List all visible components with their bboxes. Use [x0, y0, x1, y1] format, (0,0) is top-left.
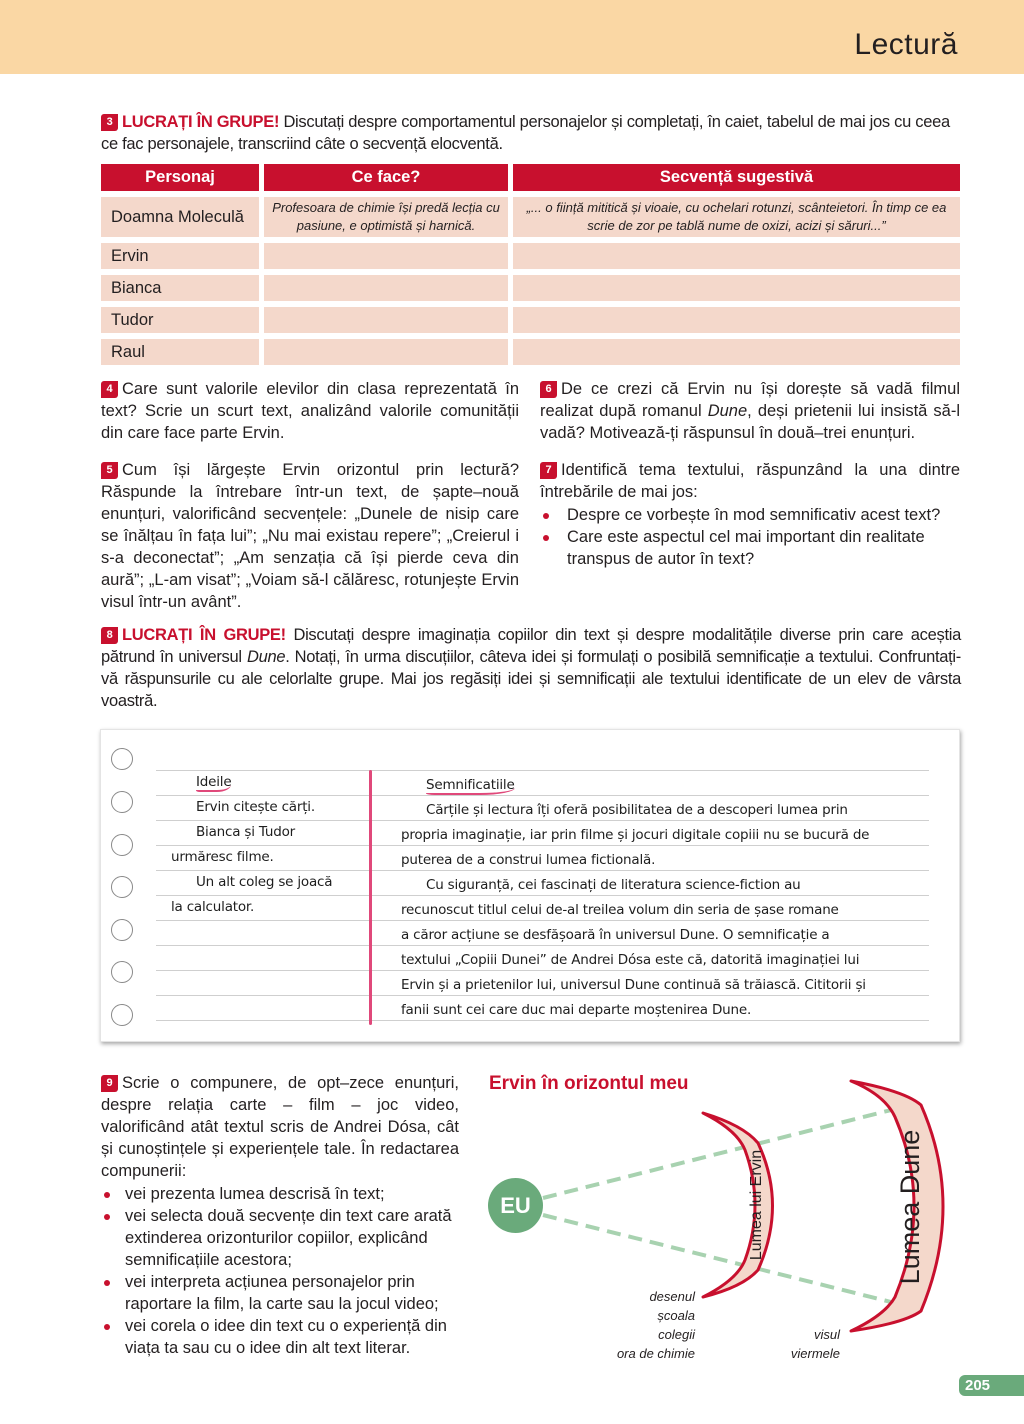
idea-line: la calculator. — [171, 899, 255, 915]
meaning-line: propria imaginație, iar prin filme și jocuri digitale copiii nu se bucură de — [401, 827, 870, 843]
table-row — [101, 307, 960, 333]
bullet-item: vei corela o idee din text cu o experiență din viața ta sau cu o idee din alt text literar. — [101, 1315, 459, 1359]
cell-secventa — [513, 339, 960, 365]
group-work-label: LUCRAȚI ÎN GRUPE! — [122, 626, 286, 644]
inner-items-list — [575, 1287, 695, 1363]
cell-personaj: Doamna Moleculă — [101, 197, 259, 237]
cell-personaj: Ervin — [101, 243, 259, 269]
table-row — [101, 339, 960, 365]
exercise-3-prompt — [101, 111, 961, 155]
meaning-line: Cărțile și lectura îți oferă posibilitatea de a descoperi lumea prin — [426, 802, 848, 818]
meaning-line: recunoscut titlul celui de-al treilea volum din seria de șase romane — [401, 902, 839, 918]
bullet-item: Care este aspectul cel mai important din realitate transpus de autor în text? — [540, 526, 960, 570]
exercise-8-prompt — [101, 624, 961, 712]
bullet-item: vei prezenta lumea descrisă în text; — [101, 1183, 459, 1205]
binder-ring-icon — [111, 961, 133, 983]
exercise-9-bullets — [101, 1183, 459, 1359]
chapter-title: Lectură — [854, 28, 958, 61]
column-header-ce-face: Ce face? — [264, 164, 508, 191]
outer-arc-label: Lumea Dune — [895, 1129, 925, 1285]
exercise-number-badge: 4 — [101, 381, 118, 398]
table-row — [101, 275, 960, 301]
exercise-6-text: De ce crezi că Ervin nu își dorește să vadă filmul realizat după romanul — [540, 380, 960, 420]
cell-personaj: Tudor — [101, 307, 259, 333]
inner-arc-label: Lumea lui Ervin — [748, 1149, 765, 1261]
ruled-line — [156, 945, 929, 946]
ruled-line — [156, 795, 929, 796]
exercise-number-badge: 3 — [101, 114, 118, 131]
inner-item: școala — [657, 1308, 695, 1323]
margin-line — [369, 770, 372, 1025]
cell-ce-face — [264, 275, 508, 301]
inner-item: colegii — [658, 1327, 695, 1342]
ruled-line — [156, 920, 929, 921]
idea-line: urmăresc filme. — [171, 849, 274, 865]
cell-ce-face — [264, 307, 508, 333]
ruled-line — [156, 1020, 929, 1021]
bullet-item: Despre ce vorbește în mod semnificativ acest text? — [540, 504, 960, 526]
bullet-item: vei interpreta acțiunea personajelor prin raportare la film, la carte sau la jocul video; — [101, 1271, 459, 1315]
idea-line: Un alt coleg se joacă — [196, 874, 333, 890]
horizon-diagram-graphic — [475, 1065, 965, 1375]
table-row — [101, 243, 960, 269]
characters-table — [101, 164, 960, 371]
ruled-line — [156, 820, 929, 821]
binder-ring-icon — [111, 748, 133, 770]
exercise-6-text-cont: , deși prietenii lui insistă să-l vadă? Motivează-ți răspunsul în două–trei enunțuri. — [540, 402, 961, 442]
inner-item: ora de chimie — [616, 1346, 695, 1361]
cell-ce-face — [264, 339, 508, 365]
binder-ring-icon — [111, 876, 133, 898]
cell-personaj: Bianca — [101, 275, 259, 301]
cell-ce-face — [264, 243, 508, 269]
column-header-secventa: Secvență sugestivă — [513, 164, 960, 191]
table-row — [101, 197, 960, 237]
binder-ring-icon — [111, 834, 133, 856]
exercise-3-text: Discutați despre comportamentul personajelor și completați, în caiet, tabelul de mai jos cu ceea ce fac personajele, transcriind câte o secvență elocventă. — [101, 113, 950, 153]
exercise-number-badge: 7 — [540, 462, 557, 479]
horizon-diagram — [475, 1065, 965, 1375]
inner-item: desenul — [649, 1289, 695, 1304]
book-title: Dune — [707, 402, 748, 420]
exercise-number-badge: 6 — [540, 381, 557, 398]
meaning-line: textului „Copiii Dunei” de Andrei Dósa este că, datorită imaginației lui — [401, 952, 860, 968]
group-work-label: LUCRAȚI ÎN GRUPE! — [122, 113, 280, 131]
binder-ring-icon — [111, 791, 133, 813]
meaning-line: puterea de a construi lumea fictională. — [401, 852, 656, 868]
meaning-line: a căror acțiune se desfășoară în universul Dune. O semnificație a — [401, 927, 830, 943]
meanings-heading: Semnificatiile — [426, 777, 515, 793]
cell-ce-face: Profesoara de chimie își predă lecția cu pasiune, e optimistă și harnică. — [264, 197, 508, 237]
cell-personaj: Raul — [101, 339, 259, 365]
exercise-9-text: Scrie o compunere, de opt–zece enunțuri, despre relația carte – film – joc video, valorificând atât textul scris de Andrei Dósa, cât și cunoștințele și experiențele tale. În redactarea compunerii: — [101, 1074, 459, 1180]
outer-items-list — [745, 1325, 840, 1363]
exercise-number-badge: 8 — [101, 627, 118, 644]
book-title: Dune — [246, 648, 286, 666]
exercise-5 — [101, 459, 519, 613]
page-number: 205 — [959, 1375, 1024, 1396]
outer-item: viermele — [790, 1346, 840, 1361]
exercise-7-text: Identifică tema textului, răspunzând la una dintre întrebările de mai jos: — [540, 461, 960, 501]
exercise-4-text: Care sunt valorile elevilor din clasa reprezentată în text? Scrie un scurt text, analizând valorile comunității din care face parte Ervin. — [101, 380, 519, 442]
cell-secventa — [513, 307, 960, 333]
bullet-item: vei selecta două secvențe din text care arată extinderea orizonturilor copiilor, explicând semnificațiile acestora; — [101, 1205, 459, 1271]
exercise-8-text-cont: . Notați, în urma discuțiilor, câteva idei și formulați o posibilă semnificație a textului. Confruntați-vă răspunsurile cu ale celorlalte grupe. Mai jos regăsiți idei și semnificații ale textului identificate de un elev de vârsta voastră. — [101, 648, 961, 710]
exercise-5-text: Cum își lărgește Ervin orizontul prin lectură? Răspunde la întrebare într-un text, de șapte–nouă enunțuri, valorificând secvențele: „Dunele de nisip care se înălțau în fața lui”; „Nu mai existau repere”; „Creierul i s-a deconectat”; „Am senzația că își pierde ceva din aură”; „L-am visat”; „Voiam să-l călăresc, rotunjește Ervin visul într-un avânt”. — [101, 461, 519, 611]
idea-line: Ervin citește cărți. — [196, 799, 315, 815]
column-header-personaj: Personaj — [101, 164, 259, 191]
cell-secventa — [513, 275, 960, 301]
table-header-row — [101, 164, 960, 191]
ideas-heading: Ideile — [196, 774, 232, 790]
ruled-line — [156, 970, 929, 971]
meaning-line: Cu siguranță, cei fascinați de literatura science-fiction au — [426, 877, 801, 893]
ruled-line — [156, 845, 929, 846]
ruled-line — [156, 870, 929, 871]
exercise-7-bullets — [540, 504, 960, 570]
notebook-page — [100, 729, 960, 1042]
cell-secventa — [513, 243, 960, 269]
diagram-title: Ervin în orizontul meu — [489, 1073, 689, 1094]
meaning-line: Ervin și a prietenilor lui, universul Dune continuă să trăiască. Cititorii și — [401, 977, 866, 993]
idea-line: Bianca și Tudor — [196, 824, 296, 840]
meaning-line: fanii sunt cei care duc mai departe moștenirea Dune. — [401, 1002, 752, 1018]
binder-ring-icon — [111, 919, 133, 941]
exercise-6 — [540, 378, 960, 444]
eu-circle: EU — [488, 1178, 543, 1233]
binder-ring-icon — [111, 1004, 133, 1026]
exercise-4 — [101, 378, 519, 444]
exercise-number-badge: 5 — [101, 462, 118, 479]
exercise-number-badge: 9 — [101, 1075, 118, 1092]
exercise-7 — [540, 459, 960, 570]
ruled-line — [156, 770, 929, 771]
outer-item: visul — [813, 1327, 840, 1342]
ruled-line — [156, 895, 929, 896]
ruled-line — [156, 995, 929, 996]
cell-secventa: „... o ființă mititică și vioaie, cu ochelari rotunzi, scânteietori. În timp ce ea scrie de zor pe tablă nume de oxizi, acizi și săruri...” — [513, 197, 960, 237]
exercise-8-text: Discutați despre imaginația copiilor din text și despre modalitățile diverse prin care aceștia pătrund în universul — [101, 626, 961, 666]
exercise-9 — [101, 1072, 459, 1359]
